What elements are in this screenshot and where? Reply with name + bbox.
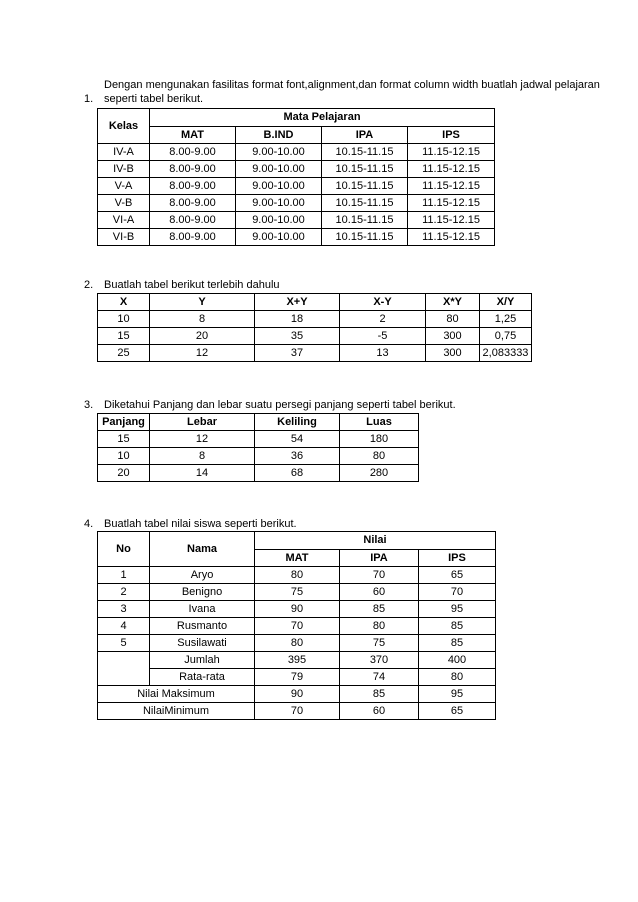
header-subject: IPS xyxy=(419,549,496,567)
header-subject: MAT xyxy=(255,549,340,567)
cell: 10.15-11.15 xyxy=(322,178,408,195)
header-cell: X/Y xyxy=(480,294,532,311)
cell: 11.15-12.15 xyxy=(408,229,495,246)
label-nilai-minimum: NilaiMinimum xyxy=(98,703,255,720)
q3-number: 3. xyxy=(84,399,94,411)
cell: 20 xyxy=(98,465,150,482)
cell: -5 xyxy=(340,328,426,345)
cell: 25 xyxy=(98,345,150,362)
empty-cell xyxy=(98,652,150,669)
header-subject: IPS xyxy=(408,126,495,144)
table-row xyxy=(98,448,419,465)
q3-intro: Diketahui Panjang dan lebar suatu persegi panjang seperti tabel berikut. xyxy=(104,399,456,411)
cell: 280 xyxy=(340,465,419,482)
cell: 95 xyxy=(419,601,496,618)
table-row xyxy=(98,567,496,584)
cell: 2,083333 xyxy=(480,345,532,362)
cell: 79 xyxy=(255,669,340,686)
cell: 180 xyxy=(340,431,419,448)
cell: 8.00-9.00 xyxy=(150,212,236,229)
cell: 80 xyxy=(340,618,419,635)
cell: 70 xyxy=(419,584,496,601)
cell: 8.00-9.00 xyxy=(150,178,236,195)
cell: 20 xyxy=(150,328,255,345)
cell: IV-A xyxy=(98,144,150,161)
q2-intro: Buatlah tabel berikut terlebih dahulu xyxy=(104,279,280,291)
table-row-jumlah xyxy=(98,652,496,669)
cell: 75 xyxy=(340,635,419,652)
cell: 10 xyxy=(98,311,150,328)
table-row xyxy=(98,195,495,212)
cell: 35 xyxy=(255,328,340,345)
header-cell: X xyxy=(98,294,150,311)
cell: 10.15-11.15 xyxy=(322,212,408,229)
header-subject: B.IND xyxy=(236,126,322,144)
cell: 90 xyxy=(255,601,340,618)
cell: Rusmanto xyxy=(150,618,255,635)
header-kelas: Kelas xyxy=(98,109,150,144)
cell: 85 xyxy=(419,618,496,635)
cell: V-A xyxy=(98,178,150,195)
cell: 10.15-11.15 xyxy=(322,195,408,212)
header-cell: Keliling xyxy=(255,414,340,431)
q1-number: 1. xyxy=(84,93,94,105)
table-row-maksimum xyxy=(98,686,496,703)
cell: 80 xyxy=(426,311,480,328)
cell: Susilawati xyxy=(150,635,255,652)
table-row xyxy=(98,144,495,161)
cell: 5 xyxy=(98,635,150,652)
cell: 8.00-9.00 xyxy=(150,144,236,161)
label-nilai-maksimum: Nilai Maksimum xyxy=(98,686,255,703)
cell: 11.15-12.15 xyxy=(408,144,495,161)
cell: 11.15-12.15 xyxy=(408,212,495,229)
table-row xyxy=(98,431,419,448)
cell: 85 xyxy=(340,601,419,618)
table-row xyxy=(98,465,419,482)
cell: 75 xyxy=(255,584,340,601)
cell: 10 xyxy=(98,448,150,465)
cell: 9.00-10.00 xyxy=(236,229,322,246)
schedule-table xyxy=(97,108,495,246)
q1-intro-line1: Dengan mengunakan fasilitas format font,alignment,dan format column width buatlah jadwal pelajaran xyxy=(104,79,600,91)
table-row-rata-rata xyxy=(98,669,496,686)
cell: V-B xyxy=(98,195,150,212)
cell: 74 xyxy=(340,669,419,686)
header-subject: MAT xyxy=(150,126,236,144)
cell: 10.15-11.15 xyxy=(322,229,408,246)
cell: 1,25 xyxy=(480,311,532,328)
cell: 3 xyxy=(98,601,150,618)
cell: Ivana xyxy=(150,601,255,618)
header-mata-pelajaran: Mata Pelajaran xyxy=(150,109,495,127)
table-row xyxy=(98,328,532,345)
cell: 85 xyxy=(419,635,496,652)
cell: 85 xyxy=(340,686,419,703)
cell: 300 xyxy=(426,328,480,345)
cell: 60 xyxy=(340,584,419,601)
table-row xyxy=(98,584,496,601)
cell: 13 xyxy=(340,345,426,362)
table-row xyxy=(98,161,495,178)
grades-table xyxy=(97,531,496,720)
q1-intro-line2: seperti tabel berikut. xyxy=(104,93,204,105)
cell: Aryo xyxy=(150,567,255,584)
xy-table xyxy=(97,293,532,362)
cell: 65 xyxy=(419,567,496,584)
cell: 10.15-11.15 xyxy=(322,161,408,178)
cell: 14 xyxy=(150,465,255,482)
cell: VI-B xyxy=(98,229,150,246)
cell: 95 xyxy=(419,686,496,703)
cell: 80 xyxy=(419,669,496,686)
cell: 8.00-9.00 xyxy=(150,195,236,212)
cell: 12 xyxy=(150,345,255,362)
cell: 15 xyxy=(98,431,150,448)
table-row xyxy=(98,601,496,618)
header-cell: Panjang xyxy=(98,414,150,431)
cell: 8 xyxy=(150,311,255,328)
header-cell: Lebar xyxy=(150,414,255,431)
cell: 9.00-10.00 xyxy=(236,178,322,195)
cell: 8 xyxy=(150,448,255,465)
header-nama: Nama xyxy=(150,532,255,567)
cell: 300 xyxy=(426,345,480,362)
cell: 370 xyxy=(340,652,419,669)
header-cell: X-Y xyxy=(340,294,426,311)
header-cell: Luas xyxy=(340,414,419,431)
cell: 68 xyxy=(255,465,340,482)
label-jumlah: Jumlah xyxy=(150,652,255,669)
cell: 11.15-12.15 xyxy=(408,161,495,178)
cell: 15 xyxy=(98,328,150,345)
cell: 70 xyxy=(340,567,419,584)
cell: 18 xyxy=(255,311,340,328)
cell: 12 xyxy=(150,431,255,448)
table-row xyxy=(98,212,495,229)
cell: 400 xyxy=(419,652,496,669)
cell: 80 xyxy=(255,635,340,652)
q2-number: 2. xyxy=(84,279,94,291)
table-row xyxy=(98,178,495,195)
cell: 70 xyxy=(255,703,340,720)
table-row xyxy=(98,229,495,246)
table-row xyxy=(98,618,496,635)
table-row xyxy=(98,635,496,652)
cell: 60 xyxy=(340,703,419,720)
cell: 2 xyxy=(98,584,150,601)
header-cell: X*Y xyxy=(426,294,480,311)
cell: 10.15-11.15 xyxy=(322,144,408,161)
cell: 395 xyxy=(255,652,340,669)
header-subject: IPA xyxy=(322,126,408,144)
cell: 70 xyxy=(255,618,340,635)
cell: 54 xyxy=(255,431,340,448)
cell: 9.00-10.00 xyxy=(236,212,322,229)
cell: 4 xyxy=(98,618,150,635)
cell: 8.00-9.00 xyxy=(150,161,236,178)
q4-intro: Buatlah tabel nilai siswa seperti berikut. xyxy=(104,518,297,530)
cell: 9.00-10.00 xyxy=(236,195,322,212)
cell: 9.00-10.00 xyxy=(236,161,322,178)
cell: 0,75 xyxy=(480,328,532,345)
rectangle-table xyxy=(97,413,419,482)
cell: 8.00-9.00 xyxy=(150,229,236,246)
header-no: No xyxy=(98,532,150,567)
cell: 9.00-10.00 xyxy=(236,144,322,161)
q4-number: 4. xyxy=(84,518,94,530)
cell: 11.15-12.15 xyxy=(408,195,495,212)
cell: IV-B xyxy=(98,161,150,178)
cell: 37 xyxy=(255,345,340,362)
empty-cell xyxy=(98,669,150,686)
cell: Benigno xyxy=(150,584,255,601)
cell: 2 xyxy=(340,311,426,328)
cell: 90 xyxy=(255,686,340,703)
cell: 80 xyxy=(255,567,340,584)
table-row xyxy=(98,345,532,362)
cell: 65 xyxy=(419,703,496,720)
cell: 80 xyxy=(340,448,419,465)
header-nilai: Nilai xyxy=(255,532,496,550)
table-row-minimum xyxy=(98,703,496,720)
cell: VI-A xyxy=(98,212,150,229)
label-rata-rata: Rata-rata xyxy=(150,669,255,686)
cell: 36 xyxy=(255,448,340,465)
cell: 1 xyxy=(98,567,150,584)
header-cell: X+Y xyxy=(255,294,340,311)
header-subject: IPA xyxy=(340,549,419,567)
table-row xyxy=(98,311,532,328)
header-cell: Y xyxy=(150,294,255,311)
cell: 11.15-12.15 xyxy=(408,178,495,195)
